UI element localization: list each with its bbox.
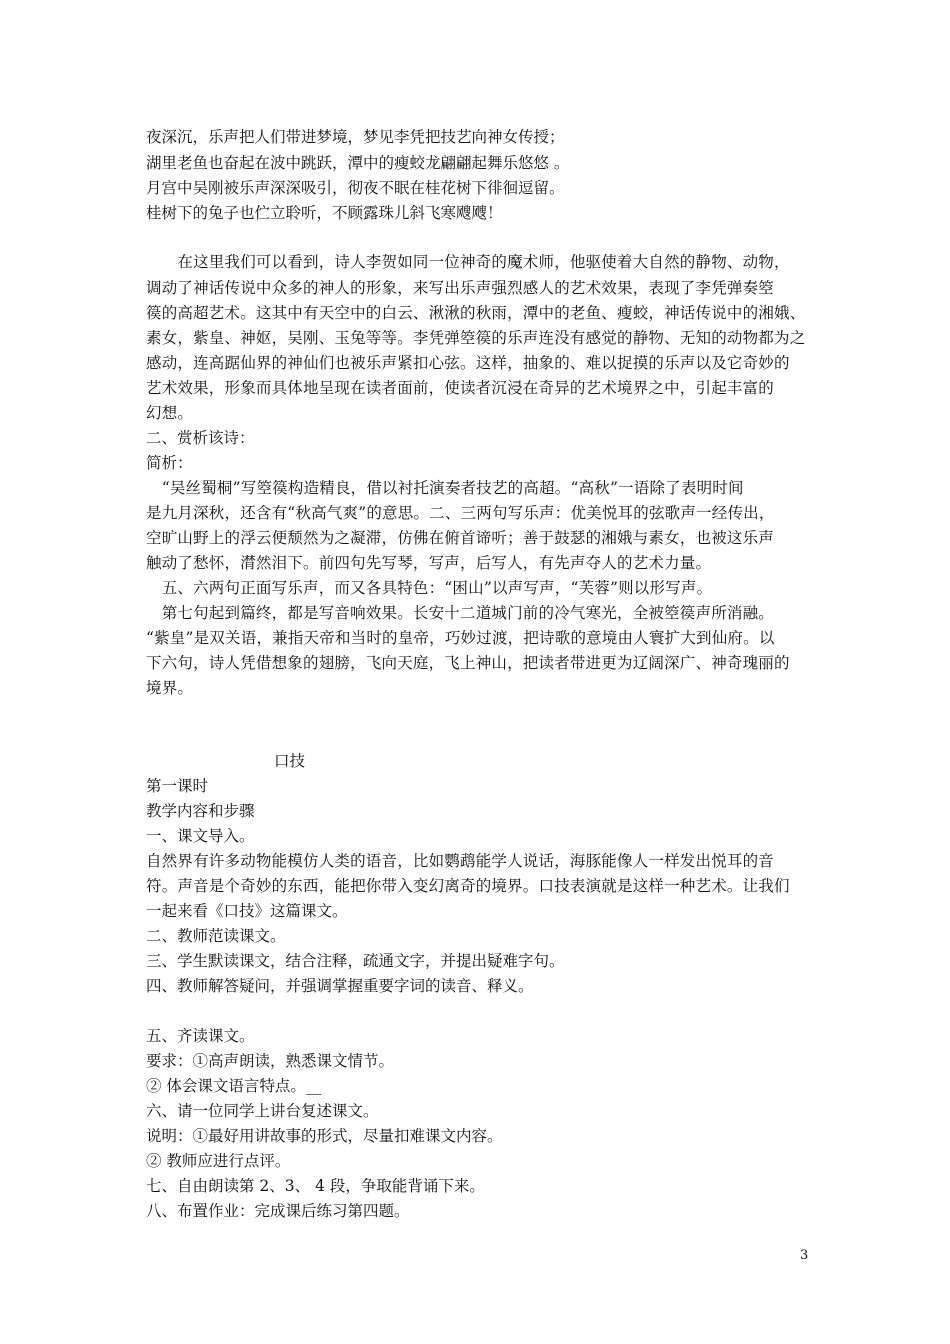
poem-line: 桂树下的兔子也伫立聆听，不顾露珠儿斜飞寒飕飕！ bbox=[146, 204, 503, 222]
lesson-line: 五、齐读课文。 bbox=[146, 1027, 255, 1045]
page-number: 3 bbox=[800, 1248, 809, 1263]
brief-line: “吴丝蜀桐”写箜篌构造精良，借以衬托演奏者技艺的高超。“高秋”一语除了表明时间 bbox=[146, 479, 744, 497]
poem-line: 湖里老鱼也奋起在波中跳跃，潭中的瘦蛟龙翩翩起舞乐悠悠 。 bbox=[146, 154, 570, 172]
paragraph-line: 在这里我们可以看到，诗人李贺如同一位神奇的魔术师，他驱使着大自然的静物、动物， bbox=[146, 253, 790, 271]
lesson-line: 说明：①最好用讲故事的形式，尽量扣难课文内容。 bbox=[146, 1127, 503, 1145]
paragraph-line: 感动，连高踞仙界的神仙们也被乐声紧扣心弦。这样，抽象的、难以捉摸的乐声以及它奇妙的 bbox=[146, 354, 790, 372]
brief-line: 五、六两句正面写乐声，而又各具特色：“困山”以声写声，“芙蓉”则以形写声。 bbox=[146, 579, 713, 597]
lesson-line: ② 教师应进行点评。 bbox=[146, 1152, 291, 1170]
lesson-line: 教学内容和步骤 bbox=[146, 802, 255, 820]
paragraph-line: 素女，紫皇、神妪，吴刚、玉兔等等。李凭弹箜篌的乐声连没有感觉的静物、无知的动物都为之 bbox=[146, 329, 806, 347]
lesson-line: 符。声音是个奇妙的东西，能把你带入变幻离奇的境界。口技表演就是这样一种艺术。让我们 bbox=[146, 877, 790, 895]
lesson-title: 口技 bbox=[274, 752, 306, 770]
paragraph-line: 艺术效果，形象而具体地呈现在读者面前，使读者沉浸在奇异的艺术境界之中，引起丰富的 bbox=[146, 379, 775, 397]
lesson-line: 八、布置作业：完成课后练习第四题。 bbox=[146, 1202, 410, 1220]
brief-line: 下六句，诗人凭借想象的翅膀，飞向天庭，飞上神山，把读者带进更为辽阔深广、神奇瑰丽的 bbox=[146, 654, 790, 672]
lesson-line: 三、学生默读课文，结合注释，疏通文字，并提出疑难字句。 bbox=[146, 952, 565, 970]
brief-label: 简析： bbox=[146, 454, 193, 472]
brief-line: 第七句起到篇终，都是写音响效果。长安十二道城门前的冷气寒光，全被箜篌声所消融。 bbox=[146, 604, 775, 622]
lesson-line: 要求：①高声朗读，熟悉课文情节。 bbox=[146, 1052, 395, 1070]
lesson-line: 六、请一位同学上讲台复述课文。 bbox=[146, 1102, 379, 1120]
lesson-line: 二、教师范读课文。 bbox=[146, 927, 286, 945]
lesson-line: 七、自由朗读第 2、3、 4 段，争取能背诵下来。 bbox=[146, 1177, 485, 1195]
paragraph-line: 幻想。 bbox=[146, 404, 194, 422]
lesson-line: 一、课文导入。 bbox=[146, 827, 255, 845]
brief-line: 空旷山野上的浮云便颓然为之凝滞，仿佛在俯首谛听；善于鼓瑟的湘娥与素女，也被这乐声 bbox=[146, 529, 775, 547]
lesson-line: 四、教师解答疑问，并强调掌握重要字词的读音、释义。 bbox=[146, 977, 534, 995]
brief-line: 是九月深秋，还含有“秋高气爽”的意思。二、三两句写乐声：优美悦耳的弦歌声一经传出， bbox=[146, 504, 775, 522]
lesson-line: ② 体会课文语言特点。__ bbox=[146, 1077, 322, 1095]
lesson-line: 第一课时 bbox=[146, 777, 209, 795]
brief-line: 触动了愁怀，潸然泪下。前四句先写琴，写声，后写人，有先声夺人的艺术力量。 bbox=[146, 554, 712, 572]
poem-line: 月宫中吴刚被乐声深深吸引，彻夜不眠在桂花树下徘徊逗留。 bbox=[146, 179, 565, 197]
lesson-line: 一起来看《口技》这篇课文。 bbox=[146, 902, 348, 920]
lesson-line: 自然界有许多动物能模仿人类的语音，比如鹦鹉能学人说话，海豚能像人一样发出悦耳的音 bbox=[146, 852, 775, 870]
brief-line: “紫皇”是双关语，兼指天帝和当时的皇帝，巧妙过渡，把诗歌的意境由人寰扩大到仙府。以 bbox=[146, 629, 775, 647]
paragraph-line: 调动了神话传说中众多的神人的形象，来写出乐声强烈感人的艺术效果，表现了李凭弹奏箜 bbox=[146, 279, 775, 297]
brief-line: 境界。 bbox=[146, 679, 194, 697]
section-heading: 二、赏析该诗： bbox=[146, 429, 255, 447]
paragraph-line: 篌的高超艺术。这其中有天空中的白云、湫湫的秋雨，潭中的老鱼、瘦蛟，神话传说中的湘娥、 bbox=[146, 304, 806, 322]
poem-line: 夜深沉，乐声把人们带进梦境，梦见李凭把技艺向神女传授； bbox=[146, 128, 565, 146]
